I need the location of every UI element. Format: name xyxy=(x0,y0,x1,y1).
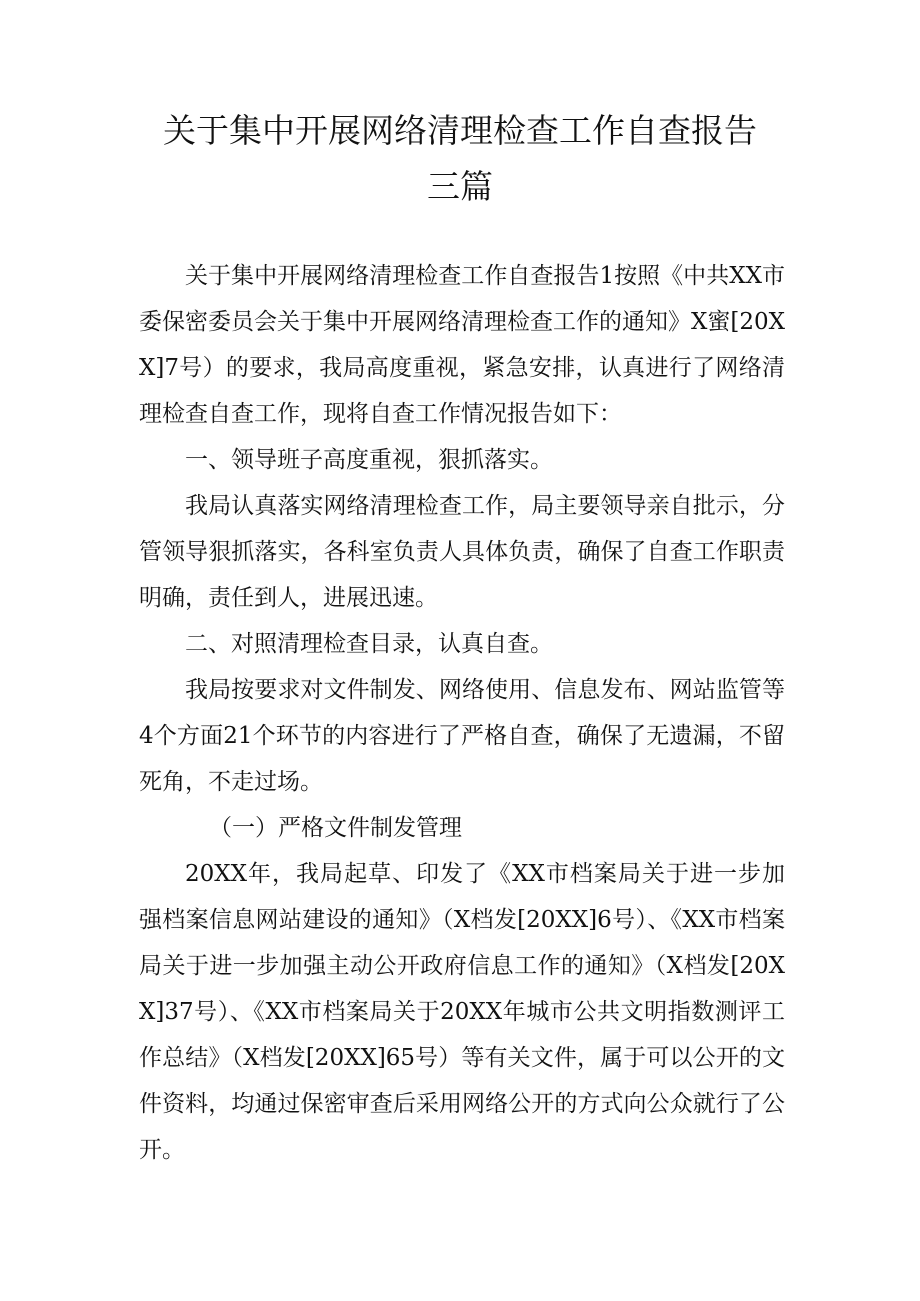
paragraph-intro: 关于集中开展网络清理检查工作自查报告1按照《中共XX市委保密委员会关于集中开展网络清理检查工作的通知》X蜜[20XX]7号）的要求，我局高度重视，紧急安排，认真进行了网络清理检查自查工作，现将自查工作情况报告如下： xyxy=(139,263,785,427)
paragraph-subsection-1: 20XX年，我局起草、印发了《XX市档案局关于进一步加强档案信息网站建设的通知》（X档发[20XX]6号）、《XX市档案局关于进一步加强主动公开政府信息工作的通知》（X档发[20XX]37号）、《XX市档案局关于20XX年城市公共文明指数测评工作总结》（X档发[20XX]65号）等有关文件，属于可以公开的文件资料，均通过保密审查后采用网络公开的方式向公众就行了公开。 xyxy=(139,861,785,1163)
subheading-1: （一）严格文件制发管理 xyxy=(209,815,462,841)
document-title-line-2: 三篇 xyxy=(427,167,493,206)
paragraph-section-2: 我局按要求对文件制发、网络使用、信息发布、网站监管等4个方面21个环节的内容进行了严格自查，确保了无遗漏，不留死角，不走过场。 xyxy=(139,677,785,795)
paragraph-section-1: 我局认真落实网络清理检查工作，局主要领导亲自批示，分管领导狠抓落实，各科室负责人具体负责，确保了自查工作职责明确，责任到人，进展迅速。 xyxy=(139,493,785,611)
heading-section-1: 一、领导班子高度重视，狠抓落实。 xyxy=(185,447,553,473)
heading-section-2: 二、对照清理检查目录，认真自查。 xyxy=(185,631,553,657)
document-body xyxy=(139,253,785,1173)
document-title-line-1: 关于集中开展网络清理检查工作自查报告 xyxy=(163,111,757,150)
